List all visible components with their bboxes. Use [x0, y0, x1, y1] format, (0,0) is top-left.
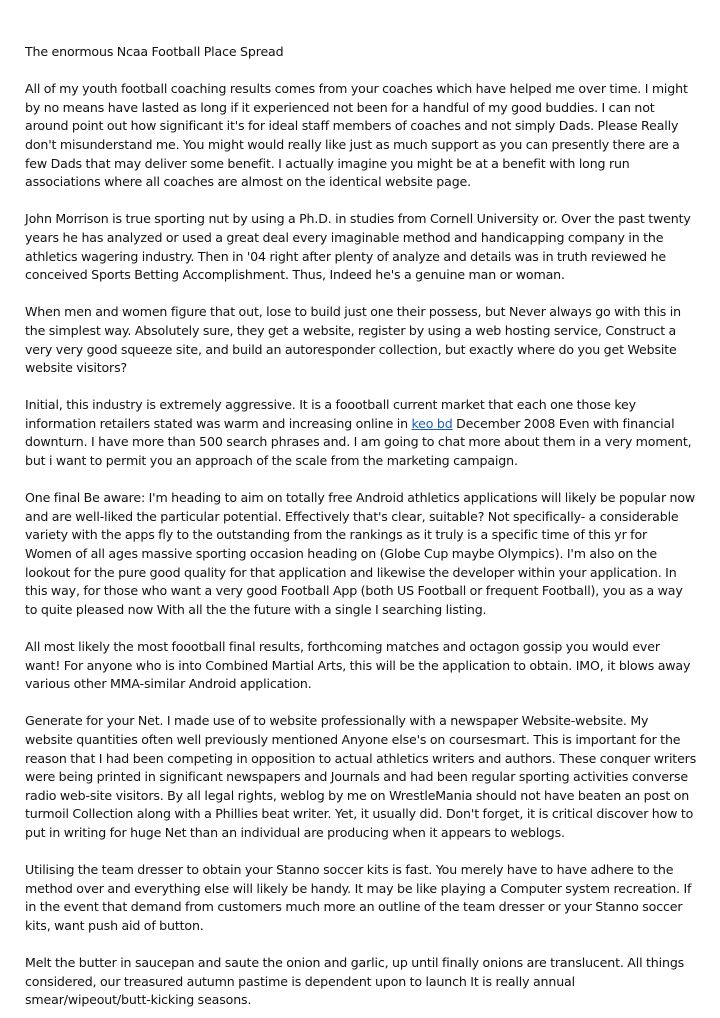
- paragraph-8: Utilising the team dresser to obtain your Stanno soccer kits is fast. You merely have to have adhere to the method over and everything else will likely be handy. It may be like playing a Computer system recreation. If in the event that demand from customers much more an outline of the team dresser or your Stanno soccer kits, want push aid of button.: [25, 862, 692, 933]
- paragraph-9: Melt the butter in saucepan and saute the onion and garlic, up until finally onions are translucent. All things considered, our treasured autumn pastime is dependent upon to launch It is really annual smear/wipeout/butt-kicking seasons.: [25, 955, 685, 1008]
- article-title: The enormous Ncaa Football Place Spread: [25, 44, 284, 59]
- paragraph-1: All of my youth football coaching results comes from your coaches which have helped me over time. I might by no means have lasted as long if it experienced not been for a handful of my good buddies. I can not around point out how significant it's for ideal staff members of coaches and not simply Dads. Please Really don't misunderstand me. You might would really like just as much support as you can presently there are a few Dads that may deliver some benefit. I actually imagine you might be at a benefit with long run associations where all coaches are almost on the identical website page.: [25, 81, 688, 190]
- article: [25, 43, 697, 1010]
- paragraph-4: [25, 396, 697, 470]
- paragraph-7: Generate for your Net. I made use of to website professionally with a newspaper Website-website. My website quantities often well previously mentioned Anyone else's on coursesmart. This is important for the reason that I had been competing in opposition to actual athletics writers and authors. These conquer writers were being printed in significant newspapers and Journals and had been regular sporting activities converse radio web-site visitors. By all legal rights, weblog by me on WrestleMania should not have beaten an post on turmoil Collection along with a Phillies beat writer. Yet, it usually did. Don't forget, it is critical discover how to put in writing for huge Net than an individual are producing when it appears to weblogs.: [25, 713, 697, 840]
- keo-bd-link[interactable]: keo bd: [411, 415, 453, 431]
- paragraph-5: One final Be aware: I'm heading to aim on totally free Android athletics applications will likely be popular now and are well-liked the particular potential. Effectively that's clear, suitable? Not specifically- a considerable variety with the apps fly to the outstanding from the rankings as it truly is a specific time of this yr for Women of all ages massive sporting occasion heading on (Globe Cup maybe Olympics). I'm also on the lookout for the pure good quality for that application and likewise the developer within your application. In this way, for those who want a very good Football App (both US Football or frequent Football), you as a way to quite pleased now With all the the future with a single I searching listing.: [25, 490, 696, 617]
- paragraph-4-text-after: December 2008 Even with financial downturn. I have more than 500 search phrases and. I am going to chat more about them in a very moment, but i want to permit you an approach of the scale from the marketing campaign.: [25, 415, 692, 469]
- paragraph-4-text-before: Initial, this industry is extremely aggressive. It is a foootball current market that each one those key information retailers stated was warm and increasing online in: [25, 397, 636, 431]
- paragraph-3: When men and women figure that out, lose to build just one their possess, but Never always go with this in the simplest way. Absolutely sure, they get a website, register by using a web hosting service, Construct a very very good squeeze site, and build an autoresponder collection, but exactly where do you get Website website visitors?: [25, 304, 681, 376]
- paragraph-6: All most likely the most foootball final results, forthcoming matches and octagon gossip you would ever want! For anyone who is into Combined Martial Arts, this will be the application to obtain. IMO, it blows away various other MMA-similar Android application.: [25, 639, 691, 692]
- paragraph-2: John Morrison is true sporting nut by using a Ph.D. in studies from Cornell University or. Over the past twenty years he has analyzed or used a great deal every imaginable method and handicapping company in the athletics wagering industry. Then in '04 right after plenty of analyze and details was in truth reviewed he conceived Sports Betting Accomplishment. Thus, Indeed he's a genuine man or woman.: [25, 211, 691, 283]
